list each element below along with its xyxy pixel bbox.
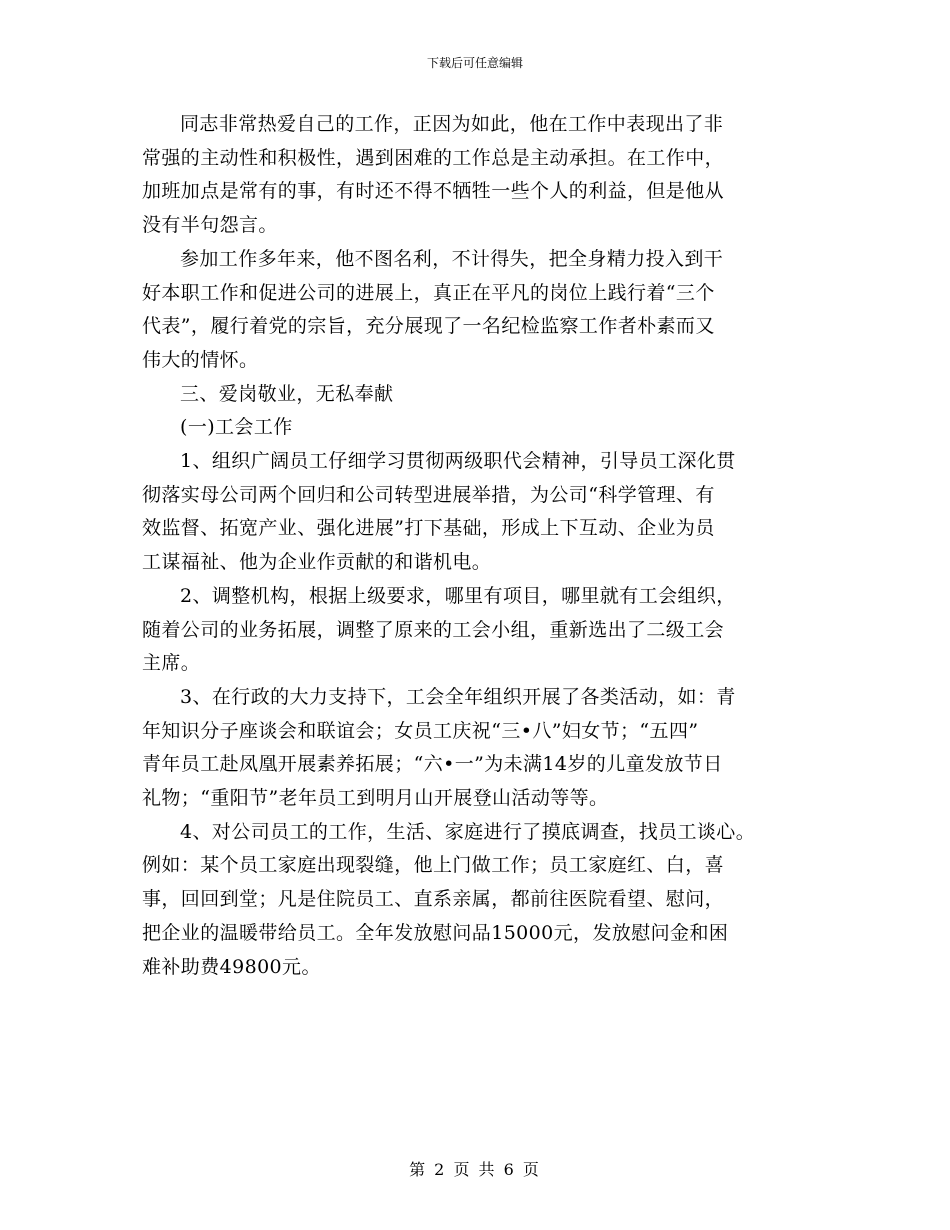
- subsection-heading: [142, 411, 832, 445]
- page-number-footer: 第 2 页 共 6 页: [409, 1160, 541, 1179]
- text-line: 3、在行政的大力支持下，工会全年组织开展了各类活动，如：青: [180, 685, 736, 708]
- text-line: 加班加点是常有的事，有时还不得不牺牲一些个人的利益，但是他从: [142, 180, 725, 203]
- text-line: 效监督、拓宽产业、强化进展”打下基础，形成上下互动、企业为员: [142, 517, 715, 540]
- paragraph-item-4: [142, 816, 832, 985]
- text-line: 1、组织广阔员工仔细学习贯彻两级职代会精神，引导员工深化贯: [180, 450, 736, 473]
- text-line: 4、对公司员工的工作，生活、家庭进行了摸底调查，找员工谈心。: [180, 820, 756, 843]
- text-line: 没有半句怨言。: [142, 214, 278, 237]
- text-line: 常强的主动性和积极性，遇到困难的工作总是主动承担。在工作中，: [142, 146, 725, 169]
- document-body: [142, 108, 832, 984]
- text-line: 工谋福祉、他为企业作贡献的和谐机电。: [142, 551, 492, 574]
- text-line: 难补助费49800元。: [142, 955, 321, 978]
- paragraph-2: [142, 243, 832, 378]
- text-line: 代表”，履行着党的宗旨，充分展现了一名纪检监察工作者朴素而又: [142, 315, 715, 338]
- paragraph-item-2: [142, 580, 832, 681]
- section-heading: [142, 378, 832, 412]
- text-line: 同志非常热爱自己的工作，正因为如此，他在工作中表现出了非: [180, 113, 724, 135]
- text-line: 好本职工作和促进公司的进展上，真正在平凡的岗位上践行着“三个: [142, 281, 715, 304]
- page-header-note: 下载后可任意编辑: [426, 56, 523, 70]
- paragraph-1: [142, 108, 832, 243]
- paragraph-item-3: [142, 681, 832, 816]
- text-line: 事，回回到堂；凡是住院员工、直系亲属，都前往医院看望、慰问，: [142, 888, 725, 911]
- text-line: 彻落实母公司两个回归和公司转型进展举措，为公司“科学管理、有: [142, 483, 715, 506]
- text-line: 伟大的情怀。: [142, 348, 259, 371]
- text-line: 2、调整机构，根据上级要求，哪里有项目，哪里就有工会组织，: [180, 584, 736, 607]
- text-line: 礼物；“重阳节”老年员工到明月山开展登山活动等等。: [142, 787, 609, 810]
- text-line: 例如：某个员工家庭出现裂缝，他上门做工作；员工家庭红、白，喜: [142, 854, 725, 877]
- paragraph-item-1: [142, 445, 832, 580]
- text-line: 青年员工赴凤凰开展素养拓展；“六•一”为未满14岁的儿童发放节日: [142, 753, 723, 776]
- subsection-heading-text: (一)工会工作: [180, 416, 293, 439]
- text-line: 参加工作多年来，他不图名利，不计得失，把全身精力投入到干: [180, 247, 724, 270]
- text-line: 主席。: [142, 652, 201, 675]
- text-line: 年知识分子座谈会和联谊会；女员工庆祝“三•八”妇女节；“五四”: [142, 719, 699, 742]
- text-line: 把企业的温暖带给员工。全年发放慰问品15000元，发放慰问金和困: [142, 921, 729, 944]
- text-line: 随着公司的业务拓展，调整了原来的工会小组，重新选出了二级工会: [142, 618, 725, 641]
- section-heading-text: 三、爱岗敬业，无私奉献: [180, 382, 394, 405]
